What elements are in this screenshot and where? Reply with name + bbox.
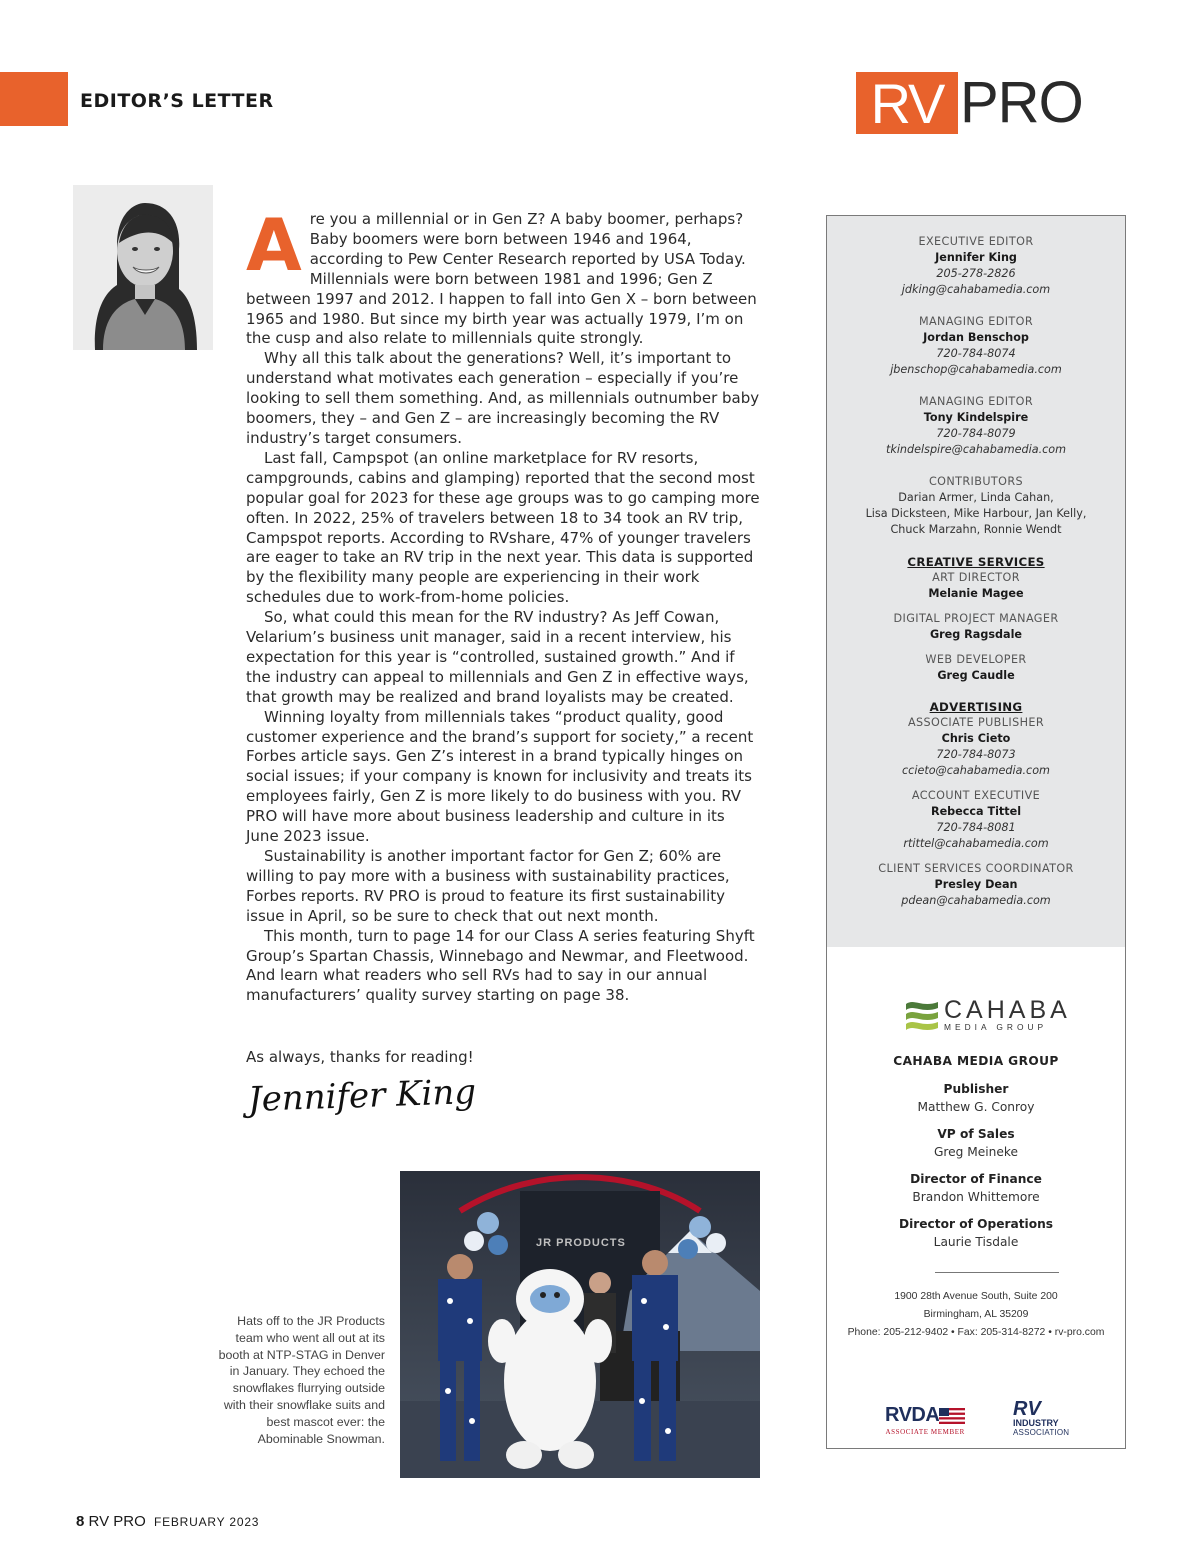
staff-email: jdking@cahabamedia.com — [901, 283, 1051, 296]
officer-name: Laurie Tisdale — [933, 1235, 1019, 1249]
officer-title: Publisher — [943, 1082, 1009, 1096]
role-label: CONTRIBUTORS — [928, 475, 1024, 488]
staff-name: Chris Cieto — [941, 732, 1011, 745]
staff-email: jbenschop@cahabamedia.com — [890, 363, 1062, 376]
booth-sign-text: JR PRODUCTS — [536, 1237, 626, 1249]
rvia-logo — [1013, 1400, 1069, 1437]
page-footer — [76, 1513, 259, 1530]
address-block — [827, 1288, 1125, 1342]
letter-paragraph: Sustainability is another important factor for Gen Z; 60% are willing to pay more with a business with sustainability practices, Forbes reports. RV PRO is proud to feature its first sustainability issue in April, so be sure to check that out next month. — [246, 847, 730, 925]
officer-name: Matthew G. Conroy — [917, 1100, 1035, 1114]
staff-name: Tony Kindelspire — [923, 411, 1029, 424]
photo-caption: Hats off to the JR Products team who went all out at its booth at NTP-STAG in Denver in January. They echoed the snowflakes flurrying outside with their snowflake suits and best mascot ever: the Abominable Snowman. — [218, 1314, 385, 1446]
staff-name: Melanie Magee — [928, 587, 1024, 600]
contributors-line: Chuck Marzahn, Ronnie Wendt — [890, 523, 1062, 536]
role-label: ASSOCIATE PUBLISHER — [907, 716, 1045, 729]
exec-editor-block — [827, 234, 1125, 298]
staff-phone: 205-278-2826 — [936, 267, 1016, 280]
role-label: MANAGING EDITOR — [918, 315, 1034, 328]
role-label: ACCOUNT EXECUTIVE — [911, 789, 1041, 802]
letter-paragraph: This month, turn to page 14 for our Class A series featuring Shyft Group’s Spartan Chassis, Winnebago and Newmar, and Fleetwood. And learn what readers who sell RVs had to say in our annual manufacturers’ quality survey starting on page 38. — [246, 926, 755, 1005]
cahaba-wave-icon — [906, 998, 938, 1032]
staff-email: ccieto@cahabamedia.com — [902, 764, 1050, 777]
staff-email: rtittel@cahabamedia.com — [903, 837, 1049, 850]
cahaba-logo-text: CAHABA — [944, 996, 1071, 1024]
role-label: MANAGING EDITOR — [918, 395, 1034, 408]
page-number: 8 — [76, 1513, 85, 1530]
staff-phone: 720-784-8074 — [936, 347, 1016, 360]
contact-line: Phone: 205-212-9402 • Fax: 205-314-8272 • rv-pro.com — [847, 1327, 1105, 1338]
web-dev-block — [827, 652, 1125, 684]
role-label: WEB DEVELOPER — [925, 653, 1027, 666]
staff-name: Presley Dean — [934, 878, 1018, 891]
editor-letter-body — [246, 203, 762, 1006]
vp-sales-block — [827, 1125, 1125, 1161]
letter-paragraph: re you a millennial or in Gen Z? A baby boomer, perhaps? Baby boomers were born between 1946 and 1964, according to Pew Center Research reported by USA Today. Millennials were born between 1981 and 1996; Gen Z between 1997 and 2012. I happen to fall into Gen X – born between 1965 and 1980. But since my birth year was actually 1979, I’m on the cusp and also relate to millennials quite strongly. — [246, 210, 757, 348]
drop-cap: A — [246, 203, 302, 287]
managing-editor-block — [827, 394, 1125, 458]
staff-phone: 720-784-8079 — [936, 427, 1016, 440]
officer-name: Brandon Whittemore — [912, 1190, 1040, 1204]
contributors-line: Darian Armer, Linda Cahan, — [898, 491, 1054, 504]
rvia-logo-mark: RV — [1013, 1398, 1041, 1420]
rvia-logo-line1: INDUSTRY — [1013, 1418, 1059, 1428]
contributors-block — [827, 474, 1125, 538]
address-line: 1900 28th Avenue South, Suite 200 — [894, 1291, 1058, 1302]
letter-closing: As always, thanks for reading! — [246, 1048, 474, 1066]
cahaba-logo — [906, 998, 1071, 1032]
role-label: DIGITAL PROJECT MANAGER — [893, 612, 1059, 625]
cahaba-title — [827, 1054, 1125, 1068]
us-flag-icon — [939, 1408, 965, 1424]
editor-portrait-image — [73, 185, 213, 350]
logo-rv-block: RV — [856, 72, 958, 134]
rvia-logo-line2: ASSOCIATION — [1013, 1428, 1070, 1437]
issue-date: FEBRUARY 2023 — [153, 1515, 260, 1529]
letter-paragraph: So, what could this mean for the RV industry? As Jeff Cowan, Velarium’s business unit manager, said in a recent interview, his expectation for this year is “controlled, sustained growth.” And if the industry can appeal to millennials and Gen Z in effective ways, that growth may be realized and brand loyalists may be created. — [246, 608, 749, 706]
staff-phone: 720-784-8081 — [936, 821, 1016, 834]
staff-name: Jordan Benschop — [923, 331, 1029, 344]
officer-name: Greg Meineke — [933, 1145, 1019, 1159]
booth-photo — [400, 1171, 760, 1478]
role-label: CLIENT SERVICES COORDINATOR — [878, 862, 1074, 875]
contributors-line: Lisa Dicksteen, Mike Harbour, Jan Kelly, — [865, 507, 1087, 520]
rvda-logo-text: RVDA — [885, 1404, 940, 1426]
digital-pm-block — [827, 611, 1125, 643]
staff-phone: 720-784-8073 — [936, 748, 1016, 761]
section-heading: CREATIVE SERVICES — [907, 555, 1045, 569]
staff-name: Jennifer King — [935, 251, 1017, 264]
officer-title: VP of Sales — [937, 1127, 1015, 1141]
section-title: EDITOR’S LETTER — [80, 90, 274, 112]
officer-title: Director of Operations — [898, 1217, 1054, 1231]
logo-pro-text: PRO — [960, 70, 1083, 135]
staff-email: pdean@cahabamedia.com — [901, 894, 1051, 907]
cahaba-logo-subtext: MEDIA GROUP — [944, 1022, 1048, 1032]
section-color-tab — [0, 72, 68, 126]
officer-title: Director of Finance — [910, 1172, 1042, 1186]
editor-signature: Jennifer King — [247, 1072, 477, 1120]
section-heading: ADVERTISING — [929, 700, 1023, 714]
rvda-tagline: ASSOCIATE MEMBER — [885, 1428, 965, 1436]
publication-name: RV PRO — [88, 1513, 146, 1530]
role-label: EXECUTIVE EDITOR — [918, 235, 1034, 248]
managing-editor-block — [827, 314, 1125, 378]
divider — [935, 1272, 1059, 1273]
creative-services-block — [827, 554, 1125, 602]
staff-name: Rebecca Tittel — [930, 805, 1022, 818]
advertising-block — [827, 699, 1125, 779]
account-exec-block — [827, 788, 1125, 852]
letter-paragraph: Winning loyalty from millennials takes “product quality, good customer experience and the brand’s support for society,” a recent Forbes article says. Gen Z’s interest in a brand typically hinges on social issues; if your company is known for inclusivity and treats its employees fairly, Gen Z is more likely to do business with you. RV PRO will have more about business leadership and culture in its June 2023 issue. — [246, 707, 754, 846]
editor-portrait — [73, 185, 213, 350]
staff-name: Greg Caudle — [937, 669, 1015, 682]
staff-email: tkindelspire@cahabamedia.com — [885, 443, 1067, 456]
address-line: Birmingham, AL 35209 — [923, 1309, 1029, 1320]
cahaba-heading: CAHABA MEDIA GROUP — [893, 1054, 1059, 1068]
letter-paragraph: Last fall, Campspot (an online marketplace for RV resorts, campgrounds, cabins and glamping) reported that the second most popular goal for 2023 for these age groups was to go camping more often. In 2022, 25% of travelers between 18 to 34 took an RV trip, Campspot reports. According to RVshare, 47% of younger travelers are eager to take an RV trip in the next year. This data is supported by the flexibility many people are experiencing in their work schedules due to work-from-home policies. — [246, 448, 760, 607]
client-services-block — [827, 861, 1125, 909]
role-label: ART DIRECTOR — [932, 571, 1020, 584]
finance-block — [827, 1170, 1125, 1206]
masthead-box — [826, 215, 1126, 1449]
publisher-block — [827, 1080, 1125, 1116]
rvda-logo — [885, 1404, 965, 1436]
rv-pro-logo — [856, 72, 1083, 134]
booth-photo-image — [400, 1171, 760, 1478]
operations-block — [827, 1215, 1125, 1251]
staff-name: Greg Ragsdale — [929, 628, 1022, 641]
letter-paragraph: Why all this talk about the generations? Well, it’s important to understand what motivates each generation – especially if you’re looking to sell them something. And, as millennials outnumber baby boomers, they – and Gen Z – are increasingly becoming the RV industry’s target consumers. — [246, 349, 760, 447]
